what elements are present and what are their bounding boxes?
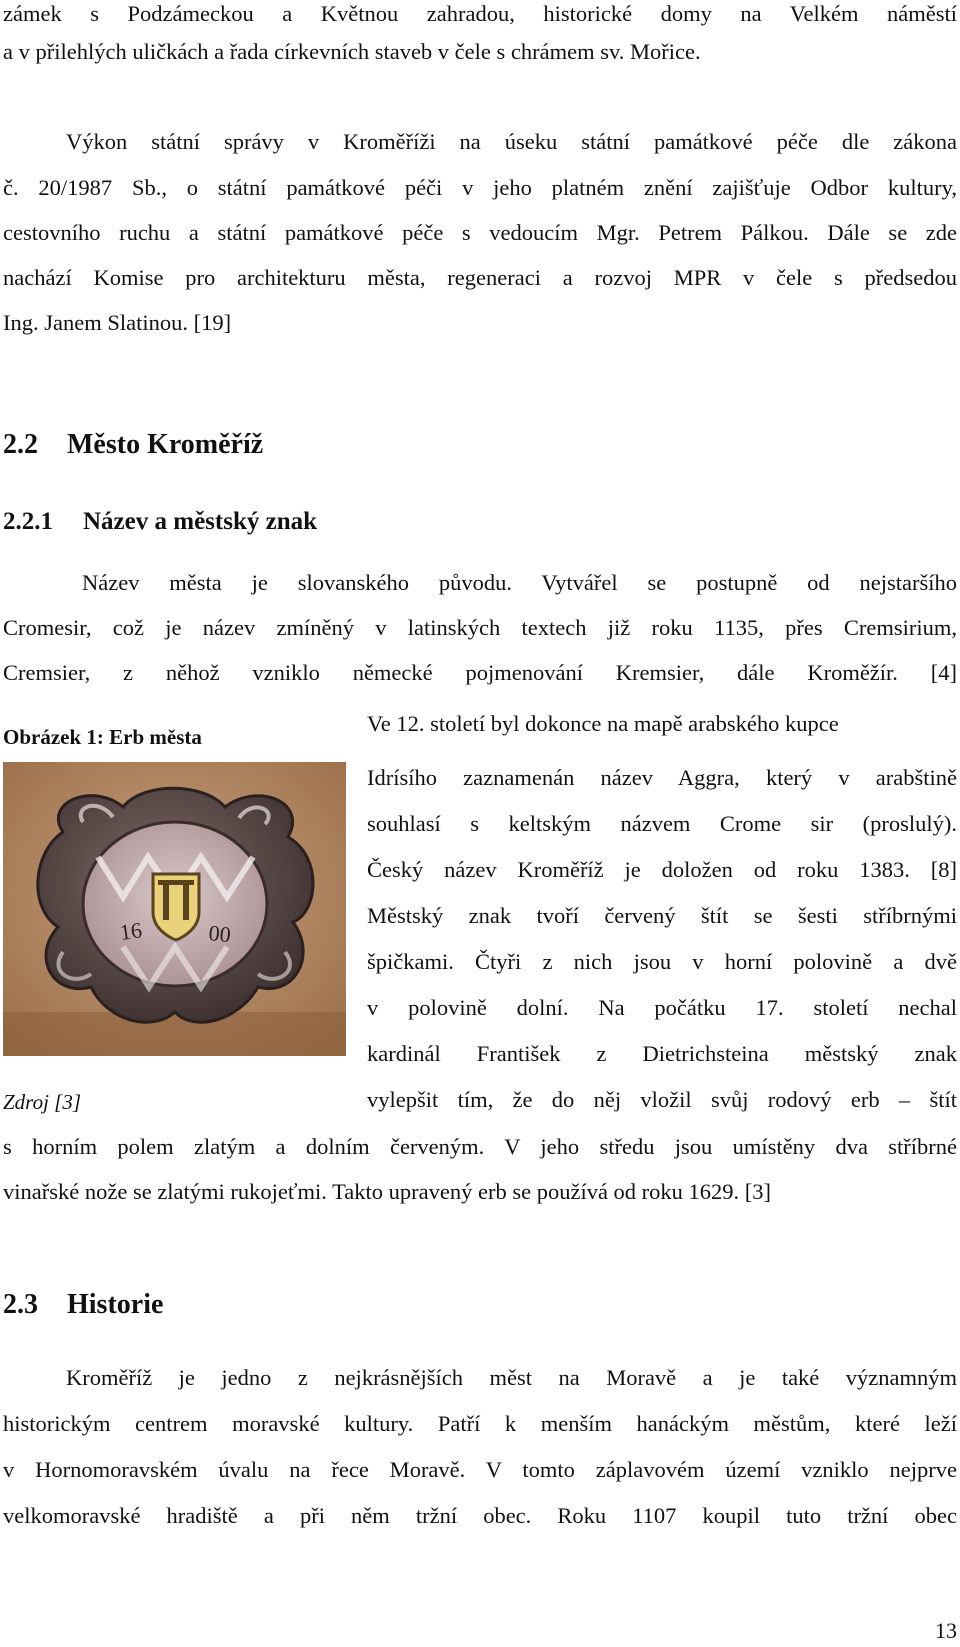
year-right-text: 00 (207, 920, 232, 948)
wrapped-line: Český název Kroměříž je doložen od roku 1383. [8] (367, 857, 957, 882)
body-line: velkomoravské hradiště a při něm tržní obec. Roku 1107 koupil tuto tržní obec (3, 1503, 957, 1528)
body-line: Název města je slovanského původu. Vytvářel se postupně od nejstaršího (82, 570, 957, 595)
section-number: 2.3 (3, 1289, 38, 1320)
section-title: Město Kroměříž (67, 429, 264, 460)
page-number: 13 (935, 1618, 957, 1643)
subsection-number: 2.2.1 (3, 508, 53, 535)
body-line: Ing. Janem Slatinou. [19] (3, 310, 232, 335)
figure-caption: Obrázek 1: Erb města (3, 725, 202, 749)
body-line: historickým centrem moravské kultury. Patří k menším hanáckým městům, které leží (3, 1411, 957, 1436)
body-line: nachází Komise pro architekturu města, regeneraci a rozvoj MPR v čele s předsedou (3, 265, 957, 290)
section-heading (3, 428, 263, 462)
body-line: Cromesir, což je název zmíněný v latinských textech již roku 1135, přes Cremsirium, (3, 615, 957, 640)
subsection-title: Název a městský znak (83, 508, 318, 535)
year-left-text: 16 (118, 917, 144, 945)
wrapped-line: kardinál František z Dietrichsteina městský znak (367, 1041, 957, 1066)
body-line: a v přilehlých uličkách a řada církevních staveb v čele s chrámem sv. Mořice. (3, 39, 701, 64)
body-line: cestovního ruchu a státní památkové péče s vedoucím Mgr. Petrem Pálkou. Dále se zde (3, 220, 957, 245)
wrapped-line: Městský znak tvoří červený štít se šesti stříbrnými (367, 903, 957, 928)
wrapped-line: špičkami. Čtyři z nich jsou v horní polovině a dvě (367, 949, 957, 974)
wrapped-line: v polovině dolní. Na počátku 17. století nechal (367, 995, 957, 1020)
body-line: vinařské nože se zlatými rukojeťmi. Takto upravený erb se používá od roku 1629. [3] (3, 1179, 772, 1204)
body-line: Kroměříž je jedno z nejkrásnějších měst na Moravě a je také významným (66, 1365, 957, 1390)
body-line: Cremsier, z něhož vzniklo německé pojmenování Kremsier, dále Kroměžír. [4] (3, 660, 957, 685)
wrapped-line: vylepšit tím, že do něj vložil svůj rodový erb – štít (367, 1087, 957, 1112)
section-number: 2.2 (3, 429, 38, 460)
figure-source: Zdroj [3] (3, 1090, 82, 1114)
wrapped-line: Ve 12. století byl dokonce na mapě arabského kupce (367, 711, 839, 736)
subsection-heading (3, 507, 317, 537)
section-title: Historie (67, 1289, 164, 1320)
body-line: č. 20/1987 Sb., o státní památkové péči v jeho platném znění zajišťuje Odbor kultury, (3, 175, 957, 200)
coat-of-arms-image (3, 762, 346, 1056)
body-line: s horním polem zlatým a dolním červeným. V jeho středu jsou umístěny dva stříbrné (3, 1134, 957, 1159)
wrapped-line: souhlasí s keltským názvem Crome sir (proslulý). (367, 811, 957, 836)
section-heading (3, 1288, 163, 1322)
body-line: v Hornomoravském úvalu na řece Moravě. V tomto záplavovém území vzniklo nejprve (3, 1457, 957, 1482)
wrapped-line: Idrísího zaznamenán název Aggra, který v arabštině (367, 765, 957, 790)
body-line: zámek s Podzámeckou a Květnou zahradou, historické domy na Velkém náměstí (3, 1, 957, 26)
body-line: Výkon státní správy v Kroměříži na úseku státní památkové péče dle zákona (66, 129, 957, 154)
